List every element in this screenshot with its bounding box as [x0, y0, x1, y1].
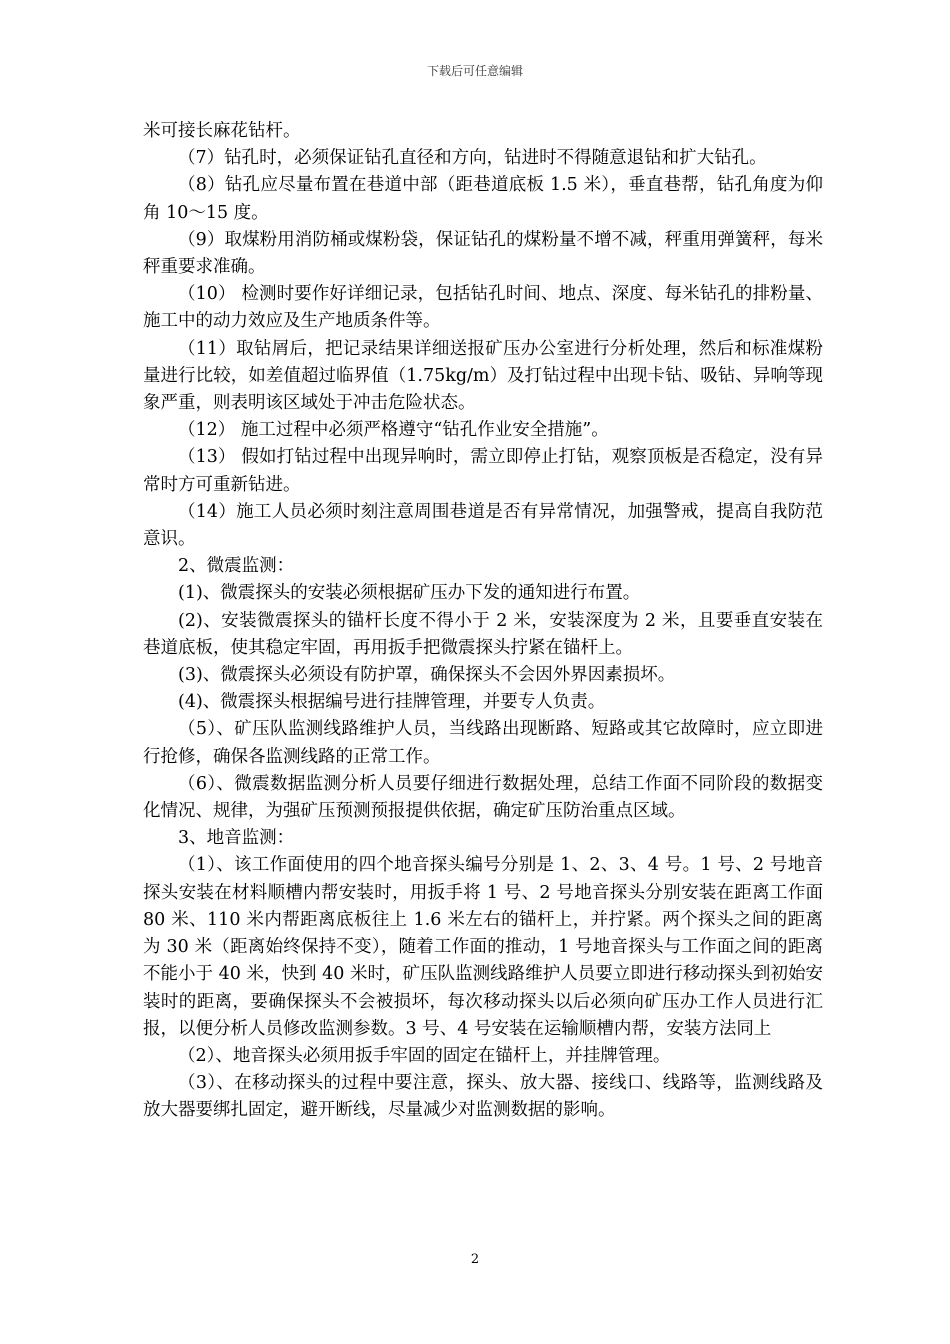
page-header: 下载后可任意编辑: [426, 64, 523, 78]
paragraph: （7）钻孔时，必须保证钻孔直径和方向，钻进时不得随意退钻和扩大钻孔。: [178, 148, 767, 169]
document-body: [143, 118, 823, 1125]
paragraph: （10） 检测时要作好详细记录，包括钻孔时间、地点、深度、每米钻孔的排粉量、施工中的动力效应及生产地质条件等。: [143, 284, 823, 332]
paragraph: (1)、微震探头的安装必须根据矿压办下发的通知进行布置。: [178, 583, 641, 604]
paragraph: (4)、微震探头根据编号进行挂牌管理，并要专人负责。: [178, 692, 606, 713]
paragraph: （13） 假如打钻过程中出现异响时，需立即停止打钻，观察顶板是否稳定，没有异常时方可重新钻进。: [143, 447, 823, 495]
paragraph: （14）施工人员必须时刻注意周围巷道是否有异常情况，加强警戒，提高自我防范意识。: [143, 501, 823, 550]
paragraph: （8）钻孔应尽量布置在巷道中部（距巷道底板 1.5 米），垂直巷帮，钻孔角度为仰角 10～15 度。: [143, 175, 823, 223]
paragraph: （9）取煤粉用消防桶或煤粉袋，保证钻孔的煤粉量不增不减，秤重用弹簧秤，每米秤重要求准确。: [143, 229, 823, 278]
page-number: 2: [470, 1252, 480, 1267]
section-heading: 3、地音监测：: [178, 828, 295, 849]
paragraph: 米可接长麻花钻杆。: [143, 121, 301, 141]
paragraph: （3）、在移动探头的过程中要注意，探头、放大器、接线口、线路等，监测线路及放大器要绑扎固定，避开断线，尽量减少对监测数据的影响。: [143, 1073, 823, 1121]
paragraph: （5）、矿压队监测线路维护人员，当线路出现断路、短路或其它故障时，应立即进行抢修，确保各监测线路的正常工作。: [143, 719, 823, 767]
paragraph: （12） 施工过程中必须严格遵守“钻孔作业安全措施”。: [178, 420, 609, 441]
paragraph: (2)、安装微震探头的锚杆长度不得小于 2 米，安装深度为 2 米，且要垂直安装在巷道底板，使其稳定牢固，再用扳手把微震探头拧紧在锚杆上。: [143, 610, 823, 658]
paragraph: （2）、地音探头必须用扳手牢固的固定在锚杆上，并挂牌管理。: [178, 1045, 671, 1066]
paragraph: （1）、该工作面使用的四个地音探头编号分别是 1、2、3、4 号。1 号、2 号地音探头安装在材料顺槽内帮安装时，用扳手将 1 号、2 号地音探头分别安装在距离工作面 80 米、110 米内帮距离底板往上 1.6 米左右的锚杆上，并拧紧。两个探头之间的距离为 30 米（距离始终保持不变），随着工作面的推动，1 号地音探头与工作面之间的距离不能小于 40 米，快到 40 米时，矿压队监测线路维护人员要立即进行移动探头到初始安装时的距离，要确保探头不会被损坏，每次移动探头以后必须向矿压办工作人员进行汇报，以便分析人员修改监测参数。3 号、4 号安装在运输顺槽内帮，安装方法同上: [143, 855, 823, 1039]
paragraph: （6）、微震数据监测分析人员要仔细进行数据处理，总结工作面不同阶段的数据变化情况、规律，为强矿压预测预报提供依据，确定矿压防治重点区域。: [143, 773, 823, 822]
paragraph: （11）取钻屑后，把记录结果详细送报矿压办公室进行分析处理，然后和标准煤粉量进行比较，如差值超过临界值（1.75kg/m）及打钻过程中出现卡钻、吸钻、异响等现象严重，则表明该区域处于冲击危险状态。: [143, 338, 823, 414]
section-heading: 2、微震监测：: [178, 556, 295, 577]
paragraph: (3)、微震探头必须设有防护罩，确保探头不会因外界因素损坏。: [178, 665, 676, 686]
